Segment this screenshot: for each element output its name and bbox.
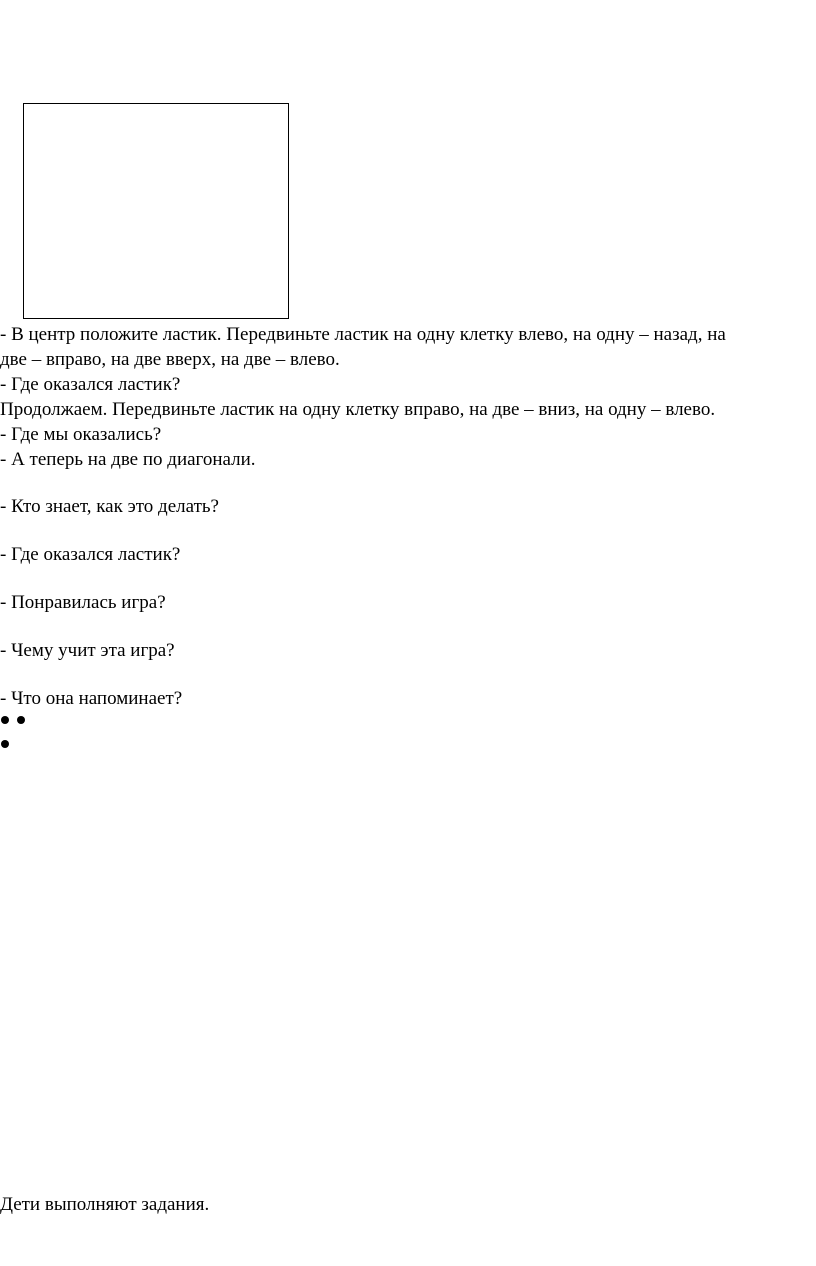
bullet-dot-icon bbox=[1, 716, 9, 724]
instruction-line-6: - А теперь на две по диагонали. bbox=[0, 449, 256, 470]
question-2: - Где оказался ластик? bbox=[0, 544, 181, 565]
instruction-line-2: две – вправо, на две вверх, на две – влево. bbox=[0, 349, 340, 370]
spacer bbox=[0, 520, 812, 542]
question-1: - Кто знает, как это делать? bbox=[0, 496, 219, 517]
question-4: - Чему учит эта игра? bbox=[0, 640, 175, 661]
spacer bbox=[0, 616, 812, 638]
spacer bbox=[0, 472, 812, 494]
instruction-line-5: - Где мы оказались? bbox=[0, 424, 162, 445]
footer-note: Дети выполняют задания. bbox=[0, 1194, 210, 1215]
instruction-line-4: Продолжаем. Передвиньте ластик на одну клетку вправо, на две – вниз, на одну – влево. bbox=[0, 399, 716, 420]
instruction-line-3: - Где оказался ластик? bbox=[0, 374, 181, 395]
spacer bbox=[0, 568, 812, 590]
bullet-dots bbox=[0, 713, 60, 753]
blank-grid-frame bbox=[23, 103, 289, 319]
spacer bbox=[0, 664, 812, 686]
bullet-dot-icon bbox=[17, 716, 25, 724]
question-5: - Что она напоминает? bbox=[0, 688, 183, 709]
bullet-dot-icon bbox=[1, 740, 9, 748]
question-3: - Понравилась игра? bbox=[0, 592, 166, 613]
instruction-line-1: - В центр положите ластик. Передвиньте ластик на одну клетку влево, на одну – назад, на bbox=[0, 324, 726, 345]
lesson-text bbox=[0, 322, 812, 712]
